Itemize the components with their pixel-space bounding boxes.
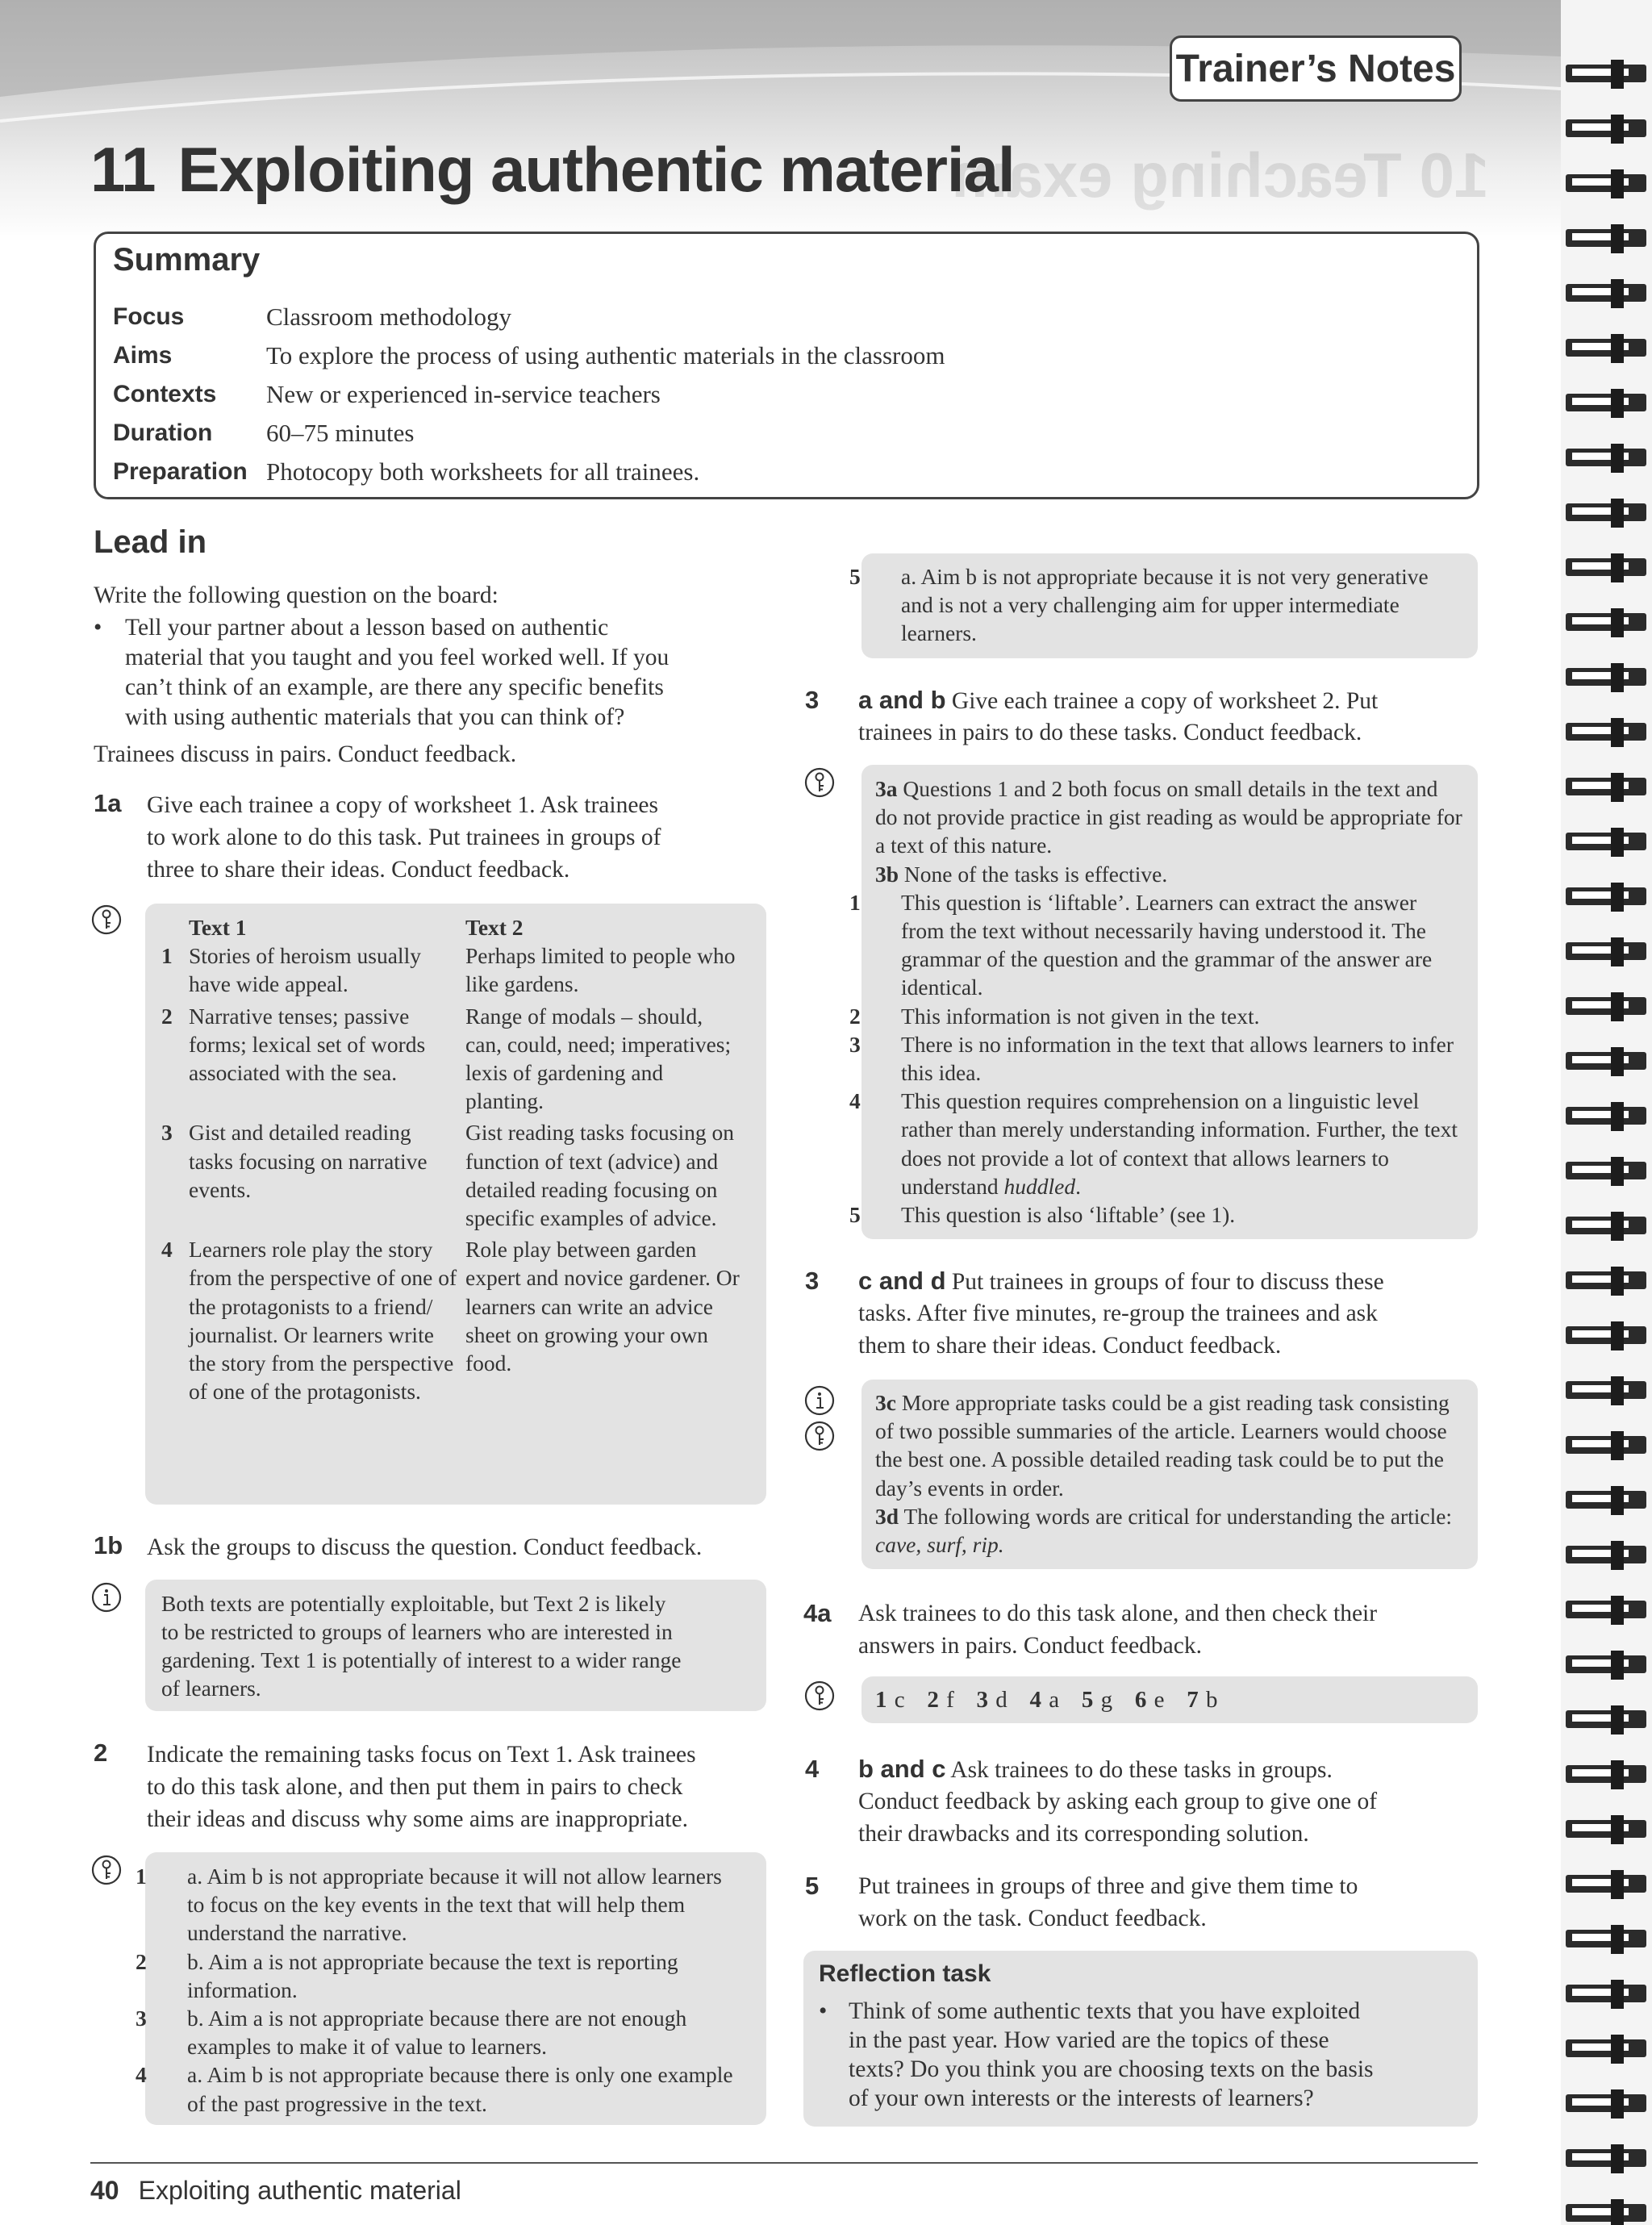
lead-in-bullet-line: with using authentic materials that you can think of? bbox=[125, 704, 625, 730]
summary-value: Photocopy both worksheets for all trainees. bbox=[266, 457, 700, 486]
step-number: 4 bbox=[805, 1755, 820, 1783]
list-item: 5 a. Aim b is not appropriate because it is not very generative and is not a very challenging aim for upper intermediate learners. bbox=[849, 564, 1429, 646]
binding-ring bbox=[1561, 2086, 1652, 2125]
info-line: gardening. Text 1 is potentially of interest to a wider range bbox=[161, 1647, 682, 1672]
step-2-line: their ideas and discuss why some aims are inappropriate. bbox=[147, 1806, 688, 1832]
binding-ring bbox=[1561, 1812, 1652, 1851]
step-3ab-label: a and b bbox=[858, 686, 946, 714]
list-item: 1 This question is ‘liftable’. Learners can extract the answer from the text without necessarily having understood it. The grammar of the question and the grammar of the answer are identical. bbox=[849, 889, 1433, 1000]
binding-ring bbox=[1561, 495, 1652, 534]
binding-ring bbox=[1561, 1154, 1652, 1192]
step-1a-line: three to share their ideas. Conduct feedback. bbox=[147, 857, 570, 883]
table-header-text-1: Text 1 bbox=[189, 915, 247, 940]
list-item: 2 b. Aim a is not appropriate because the text is reporting information. bbox=[136, 1948, 678, 2002]
binding-ring bbox=[1561, 440, 1652, 479]
list-item: 4 This question requires comprehension on a linguistic level rather than merely understanding information. Further, the text does not provide a lot of context that allows learners to understand huddled. bbox=[849, 1088, 1458, 1199]
step-1a-line: to work alone to do this task. Put trainees in groups of bbox=[147, 824, 661, 850]
footer-title: Exploiting authentic material bbox=[138, 2176, 461, 2205]
step-number: 2 bbox=[94, 1739, 108, 1767]
binding-ring bbox=[1561, 1538, 1652, 1576]
table-row: 3 Gist and detailed reading tasks focusing on narrative events. Gist reading tasks focusing on function of text (advice) and detailed reading focusing on specific examples of advice. bbox=[161, 1120, 735, 1231]
step-number: 1a bbox=[94, 789, 122, 817]
summary-value: Classroom methodology bbox=[266, 303, 511, 331]
step-3ab-text: Give each trainee a copy of worksheet 2. Put bbox=[951, 688, 1379, 714]
summary-row-duration bbox=[113, 415, 414, 451]
summary-heading: Summary bbox=[113, 242, 261, 278]
binding-ring bbox=[1561, 824, 1652, 863]
step-5-line: Put trainees in groups of three and give them time to bbox=[858, 1873, 1358, 1899]
binding-ring bbox=[1561, 989, 1652, 1028]
step-4a-line: answers in pairs. Conduct feedback. bbox=[858, 1633, 1202, 1659]
binding-ring bbox=[1561, 1483, 1652, 1522]
binding-ring bbox=[1561, 386, 1652, 424]
bleed-through-text: 10 Teaching exam bbox=[952, 140, 1490, 211]
step-3cd-line: them to share their ideas. Conduct feedback. bbox=[858, 1333, 1282, 1359]
bullet-dot: • bbox=[94, 615, 102, 641]
page-title bbox=[90, 133, 1015, 207]
summary-label: Focus bbox=[113, 303, 185, 330]
step-number: 1b bbox=[94, 1531, 123, 1559]
footer-divider bbox=[90, 2162, 1478, 2164]
table-header-text-2: Text 2 bbox=[465, 915, 524, 940]
key-answer-icon bbox=[803, 766, 836, 799]
binding-ring bbox=[1561, 1373, 1652, 1412]
binding-ring bbox=[1561, 1867, 1652, 1906]
binding-ring bbox=[1561, 1099, 1652, 1138]
answer-key-4a: 1 c 2 f 3 d 4 a 5 g 6 e 7 b bbox=[875, 1687, 1218, 1713]
binding-ring bbox=[1561, 111, 1652, 150]
binding-ring bbox=[1561, 276, 1652, 315]
info-icon bbox=[803, 1384, 836, 1417]
summary-label: Duration bbox=[113, 420, 213, 446]
answer-list-3ab bbox=[849, 774, 1464, 1229]
list-item: 3 b. Aim a is not appropriate because there are not enough examples to make it of value to learners. bbox=[136, 2006, 687, 2060]
lead-in-heading: Lead in bbox=[94, 524, 207, 560]
binding-ring bbox=[1561, 2141, 1652, 2180]
step-3cd-label: c and d bbox=[858, 1267, 946, 1295]
list-item: 3 There is no information in the text that allows learners to infer this idea. bbox=[849, 1031, 1454, 1086]
reflection-line: texts? Do you think you are choosing texts on the basis bbox=[849, 2056, 1374, 2082]
answer-list-3cd bbox=[875, 1388, 1464, 1559]
step-5-line: work on the task. Conduct feedback. bbox=[858, 1906, 1207, 1931]
reflection-line: in the past year. How varied are the topics of these bbox=[849, 2027, 1329, 2053]
list-item: 1 a. Aim b is not appropriate because it will not allow learners to focus on the key events in the text that will help them understand the narrative. bbox=[136, 1864, 722, 1946]
step-4bc-line: Conduct feedback by asking each group to give one of bbox=[858, 1789, 1378, 1814]
step-4bc-line: b and c Ask trainees to do these tasks in groups. bbox=[858, 1755, 1333, 1783]
step-3ab-line: trainees in pairs to do these tasks. Conduct feedback. bbox=[858, 720, 1362, 745]
answer-3d: 3d The following words are critical for understanding the article: cave, surf, rip. bbox=[875, 1503, 1453, 1558]
binding-ring bbox=[1561, 56, 1652, 95]
info-icon bbox=[90, 1581, 123, 1613]
binding-ring bbox=[1561, 1647, 1652, 1686]
key-answer-icon bbox=[90, 1854, 123, 1886]
step-1b-text: Ask the groups to discuss the question. Conduct feedback. bbox=[147, 1534, 703, 1560]
binding-ring bbox=[1561, 1757, 1652, 1796]
binding-ring bbox=[1561, 1044, 1652, 1083]
unit-number: 11 bbox=[90, 134, 156, 205]
binding-ring bbox=[1561, 1922, 1652, 1960]
binding-ring bbox=[1561, 715, 1652, 753]
step-3cd-line: tasks. After five minutes, re-group the trainees and ask bbox=[858, 1300, 1378, 1326]
summary-row-aims bbox=[113, 338, 945, 374]
table-row: 2 Narrative tenses; passive forms; lexical set of words associated with the sea. Range of modals – should, can, could, need; imperatives; lexis of gardening and planting. bbox=[161, 1003, 732, 1114]
binding-ring bbox=[1561, 1593, 1652, 1631]
binding-ring bbox=[1561, 1263, 1652, 1302]
info-line: to be restricted to groups of learners who are interested in bbox=[161, 1619, 673, 1644]
step-3ab-line bbox=[858, 686, 1378, 716]
reflection-line: Think of some authentic texts that you have exploited bbox=[849, 1998, 1361, 2024]
binding-ring bbox=[1561, 1318, 1652, 1357]
lead-in-after: Trainees discuss in pairs. Conduct feedback. bbox=[94, 741, 517, 767]
binding-ring bbox=[1561, 331, 1652, 369]
key-answer-icon bbox=[803, 1420, 836, 1452]
table-row: 1 Stories of heroism usually have wide appeal. Perhaps limited to people who like gardens. bbox=[161, 943, 736, 997]
step-2-line: to do this task alone, and then put them in pairs to check bbox=[147, 1774, 683, 1800]
reflection-line: of your own interests or the interests of learners? bbox=[849, 2085, 1314, 2111]
page-number: 40 bbox=[90, 2176, 119, 2205]
answer-3b: 3b None of the tasks is effective. bbox=[875, 861, 1168, 887]
step-number: 3 bbox=[805, 686, 820, 714]
binding-ring bbox=[1561, 2196, 1652, 2225]
binding-ring bbox=[1561, 1702, 1652, 1741]
step-2-line: Indicate the remaining tasks focus on Text 1. Ask trainees bbox=[147, 1742, 696, 1768]
binding-ring bbox=[1561, 879, 1652, 918]
info-line: Both texts are potentially exploitable, but Text 2 is likely bbox=[161, 1591, 666, 1616]
summary-value: To explore the process of using authentic materials in the classroom bbox=[266, 341, 945, 369]
table-row: 4 Learners role play the story from the perspective of one of the protagonists to a friend/ journalist. Or learners write the story from the perspective of one of the protagonists. Role play between garden expert and novice gardener. Or learners can write an advice sheet on growing your own food. bbox=[161, 1237, 740, 1405]
binding-ring bbox=[1561, 605, 1652, 644]
binding-ring bbox=[1561, 221, 1652, 260]
unit-title: Exploiting authentic material bbox=[177, 134, 1015, 205]
list-item: 2 This information is not given in the text. bbox=[849, 1003, 1260, 1029]
binding-ring bbox=[1561, 1977, 1652, 2015]
step-number: 5 bbox=[805, 1872, 820, 1900]
step-4bc-label: b and c bbox=[858, 1755, 946, 1783]
key-answer-icon bbox=[90, 904, 123, 936]
spiral-binding bbox=[1561, 0, 1652, 2225]
step-number: 3 bbox=[805, 1267, 820, 1295]
answer-3c: 3c More appropriate tasks could be a gist reading task consisting of two possible summaries of the article. Learners would choose the best one. A possible detailed reading task could be to put the day’s events in order. bbox=[875, 1390, 1450, 1501]
binding-ring bbox=[1561, 934, 1652, 973]
binding-ring bbox=[1561, 770, 1652, 808]
reflection-heading: Reflection task bbox=[819, 1960, 991, 1987]
answer-list-2 bbox=[136, 1862, 742, 2118]
step-1a-line: Give each trainee a copy of worksheet 1. Ask trainees bbox=[147, 792, 659, 818]
answer-3a: 3a Questions 1 and 2 both focus on small details in the text and do not provide practice in gist reading as would be appropriate for a text of this nature. bbox=[875, 776, 1462, 858]
summary-row-contexts bbox=[113, 377, 661, 412]
step-4bc-line: their drawbacks and its corresponding solution. bbox=[858, 1821, 1309, 1847]
binding-ring bbox=[1561, 1209, 1652, 1247]
bullet-dot: • bbox=[819, 1998, 828, 2024]
summary-row-preparation bbox=[113, 454, 699, 490]
page-footer bbox=[90, 2176, 461, 2206]
summary-row-focus bbox=[113, 299, 511, 335]
lead-in-bullet-line: Tell your partner about a lesson based on authentic bbox=[125, 615, 609, 641]
step-3cd-line: c and d Put trainees in groups of four to discuss these bbox=[858, 1267, 1384, 1295]
summary-label: Aims bbox=[113, 342, 173, 369]
lead-in-bullet-line: material that you taught and you feel worked well. If you bbox=[125, 645, 670, 670]
step-4a-line: Ask trainees to do this task alone, and then check their bbox=[858, 1601, 1378, 1626]
binding-ring bbox=[1561, 166, 1652, 205]
summary-label: Preparation bbox=[113, 458, 248, 485]
answer-list-2-continued bbox=[849, 562, 1464, 648]
lead-in-bullet-line: can’t think of an example, are there any specific benefits bbox=[125, 674, 664, 700]
binding-ring bbox=[1561, 2031, 1652, 2070]
info-line: of learners. bbox=[161, 1676, 261, 1701]
answer-table-1a bbox=[161, 913, 744, 1405]
trainers-notes-badge: Trainer’s Notes bbox=[1170, 35, 1462, 102]
binding-ring bbox=[1561, 1428, 1652, 1467]
summary-label: Contexts bbox=[113, 381, 217, 407]
summary-value: 60–75 minutes bbox=[266, 419, 415, 447]
list-item: 5 This question is also ‘liftable’ (see 1). bbox=[849, 1202, 1236, 1228]
step-number: 4a bbox=[803, 1599, 832, 1627]
key-answer-icon bbox=[803, 1680, 836, 1712]
binding-ring bbox=[1561, 550, 1652, 589]
binding-ring bbox=[1561, 660, 1652, 699]
list-item: 4 a. Aim b is not appropriate because there is only one example of the past progressive in the text. bbox=[136, 2062, 733, 2116]
summary-value: New or experienced in-service teachers bbox=[266, 380, 661, 408]
lead-in-intro: Write the following question on the board: bbox=[94, 582, 499, 608]
